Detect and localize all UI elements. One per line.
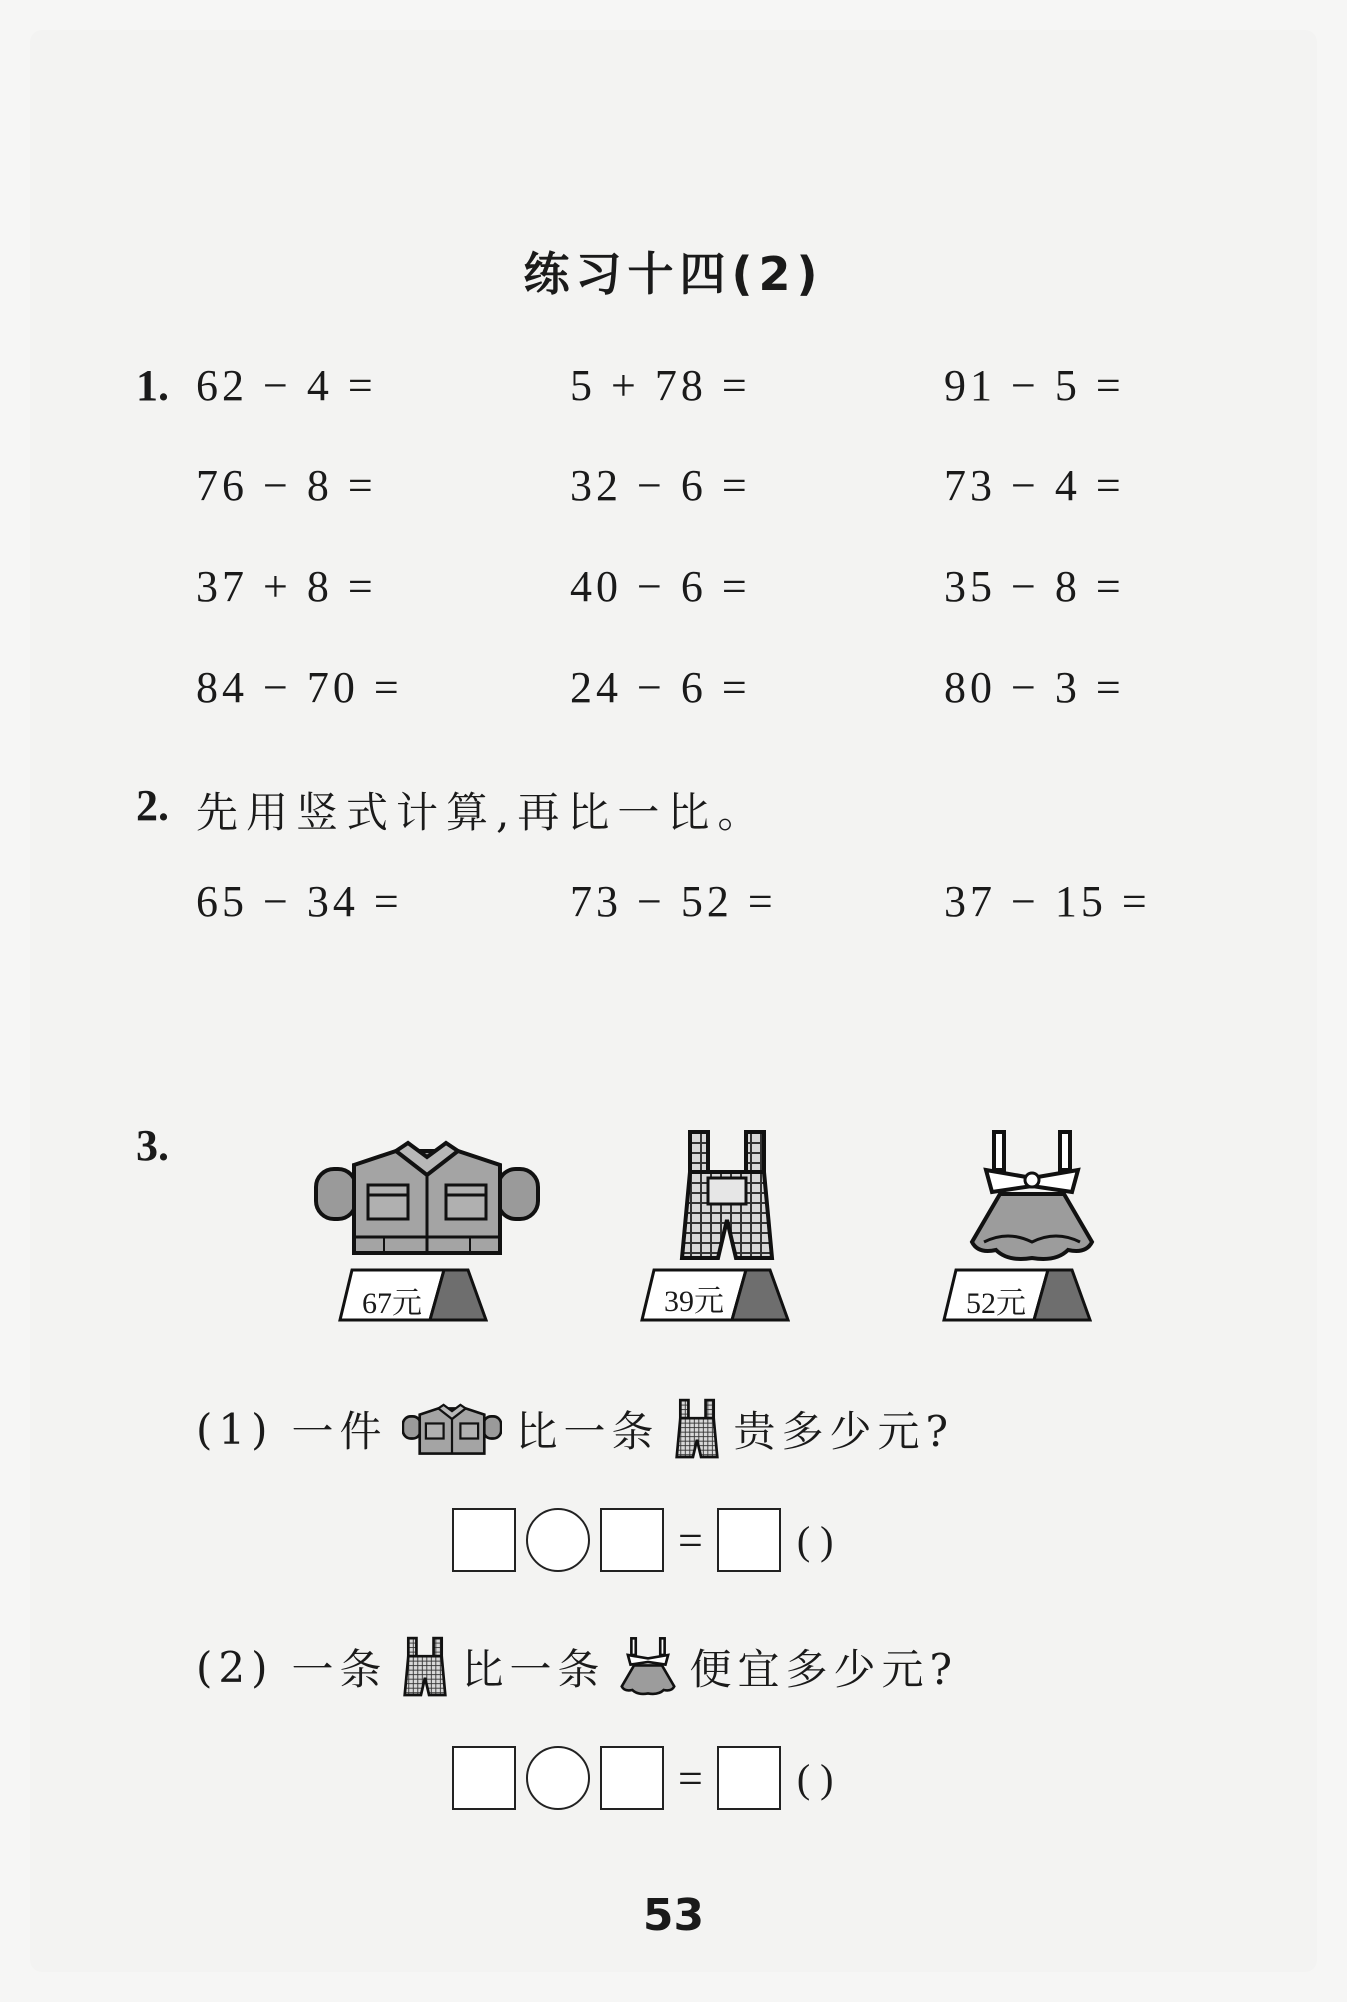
question-2-number: 2. xyxy=(136,781,169,830)
sub-question-2-label: (2) xyxy=(196,1642,274,1692)
operator-circle[interactable] xyxy=(526,1508,590,1572)
answer-box[interactable] xyxy=(600,1746,664,1810)
dress-price: 52元 xyxy=(966,1287,1026,1320)
answer-row-1 xyxy=(452,1508,833,1572)
dress-icon xyxy=(968,1130,1096,1265)
q1-expr: 73 − 4 = xyxy=(944,461,1125,510)
q2-expr: 37 − 15 = xyxy=(944,877,1151,926)
q1-expr: 91 − 5 = xyxy=(944,361,1125,410)
q1-expr: 76 − 8 = xyxy=(196,461,377,510)
q1-expr: 24 − 6 = xyxy=(570,663,751,712)
unit-blank[interactable]: ( ) xyxy=(796,1755,834,1801)
q1-expr: 62 − 4 = xyxy=(196,361,377,410)
answer-row-2 xyxy=(452,1746,833,1810)
question-1-number: 1. xyxy=(136,361,169,410)
q1-expr: 35 − 8 = xyxy=(944,562,1125,611)
q2-expr: 65 − 34 = xyxy=(196,877,403,926)
q1-expr: 80 − 3 = xyxy=(944,663,1125,712)
question-3-number: 3. xyxy=(136,1121,169,1170)
page-title: 练习十四(2) xyxy=(523,247,824,301)
page-number: 53 xyxy=(642,1890,705,1941)
dress-icon xyxy=(620,1637,676,1697)
sub-question-2-text: 便宜多少元? xyxy=(689,1645,959,1694)
q2-expr: 73 − 52 = xyxy=(570,877,777,926)
sub-question-1 xyxy=(196,1398,954,1460)
sub-question-2 xyxy=(196,1636,958,1698)
jacket-price: 67元 xyxy=(362,1287,422,1320)
jacket-icon xyxy=(314,1135,540,1260)
q1-expr: 37 + 8 = xyxy=(196,562,377,611)
jacket-icon xyxy=(402,1400,502,1458)
equals-sign: = xyxy=(678,1515,703,1565)
q1-expr: 40 − 6 = xyxy=(570,562,751,611)
answer-box[interactable] xyxy=(452,1746,516,1810)
equals-sign: = xyxy=(678,1753,703,1803)
answer-box[interactable] xyxy=(717,1508,781,1572)
overalls-icon xyxy=(676,1128,778,1264)
overalls-icon xyxy=(402,1636,448,1698)
overalls-price: 39元 xyxy=(664,1285,724,1318)
answer-box[interactable] xyxy=(717,1746,781,1810)
q1-expr: 5 + 78 = xyxy=(570,361,751,410)
overalls-icon xyxy=(674,1398,720,1460)
q1-expr: 84 − 70 = xyxy=(196,663,403,712)
answer-box[interactable] xyxy=(452,1508,516,1572)
q1-expr: 32 − 6 = xyxy=(570,461,751,510)
sub-question-2-text: 比一条 xyxy=(461,1645,606,1694)
question-2-instruction: 先用竖式计算,再比一比。 xyxy=(196,788,768,837)
sub-question-1-label: (1) xyxy=(196,1404,274,1454)
sub-question-1-text: 贵多少元? xyxy=(733,1407,955,1456)
answer-box[interactable] xyxy=(600,1508,664,1572)
sub-question-2-text: 一条 xyxy=(291,1645,388,1694)
sub-question-1-text: 一件 xyxy=(291,1407,388,1456)
operator-circle[interactable] xyxy=(526,1746,590,1810)
unit-blank[interactable]: ( ) xyxy=(796,1517,834,1563)
sub-question-1-text: 比一条 xyxy=(515,1407,660,1456)
